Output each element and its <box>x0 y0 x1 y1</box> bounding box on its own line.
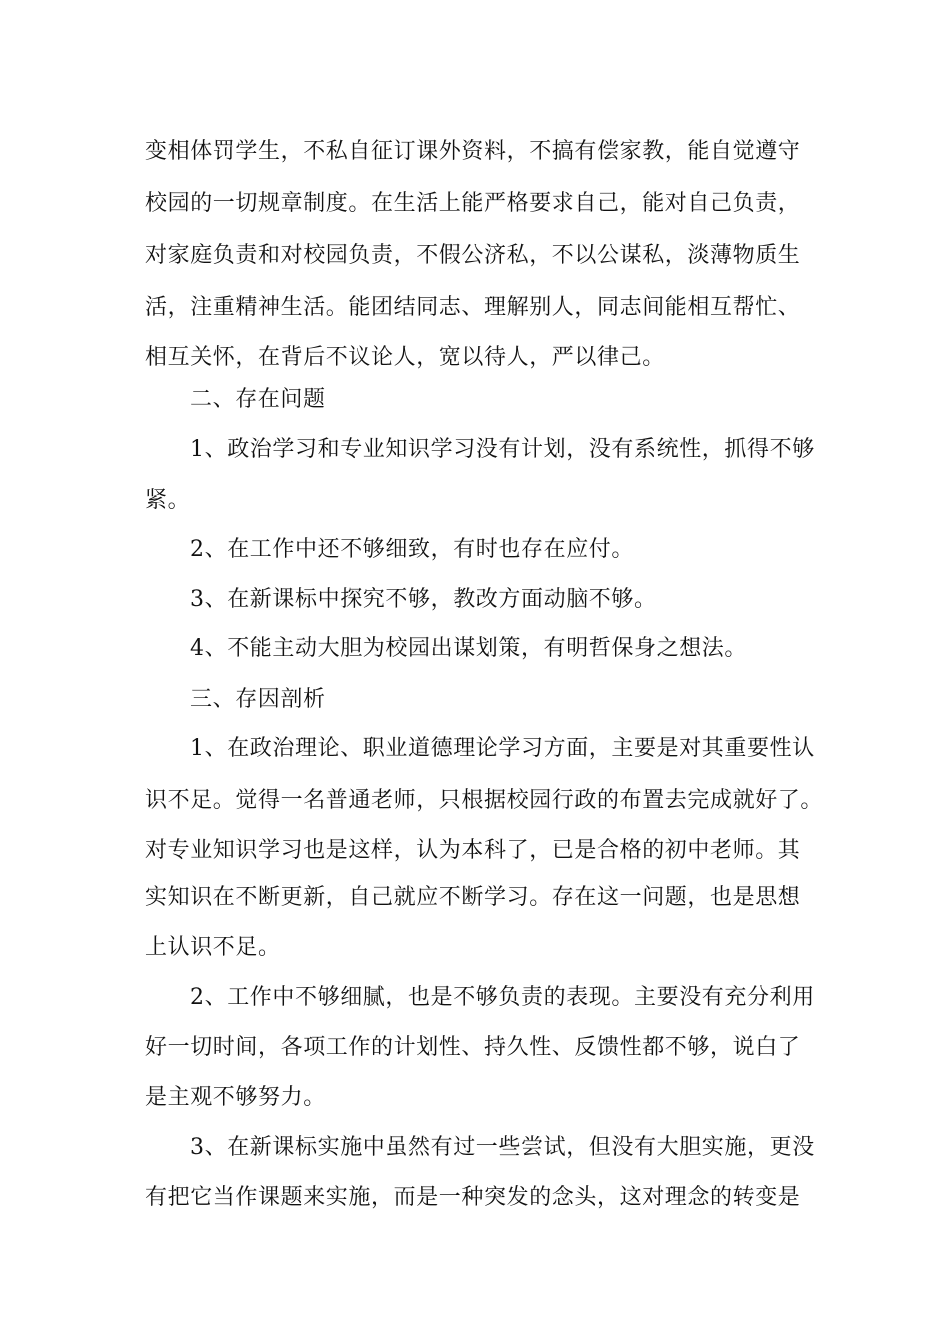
text-line: 紧。 <box>145 488 191 513</box>
section-heading: 三、存因剖析 <box>190 687 326 712</box>
text-line: 是主观不够努力。 <box>145 1085 326 1110</box>
text-line: 对专业知识学习也是这样，认为本科了，已是合格的初中老师。其 <box>145 838 801 863</box>
text-line: 活，注重精神生活。能团结同志、理解别人，同志间能相互帮忙、 <box>145 295 801 320</box>
list-item: 3、在新课标实施中虽然有过一些尝试，但没有大胆实施，更没 <box>190 1135 815 1160</box>
text-line: 变相体罚学生，不私自征订课外资料，不搞有偿家教，能自觉遵守 <box>145 139 801 164</box>
text-line: 上认识不足。 <box>145 935 281 960</box>
section-heading: 二、存在问题 <box>190 387 326 412</box>
text-line: 实知识在不断更新，自己就应不断学习。存在这一问题，也是思想 <box>145 885 801 910</box>
text-line: 好一切时间，各项工作的计划性、持久性、反馈性都不够，说白了 <box>145 1035 801 1060</box>
text-line: 有把它当作课题来实施，而是一种突发的念头，这对理念的转变是 <box>145 1185 801 1210</box>
text-line: 校园的一切规章制度。在生活上能严格要求自己，能对自己负责， <box>145 191 801 216</box>
list-item: 4、不能主动大胆为校园出谋划策，有明哲保身之想法。 <box>190 636 747 661</box>
list-item: 3、在新课标中探究不够，教改方面动脑不够。 <box>190 587 657 612</box>
text-line: 相互关怀，在背后不议论人，宽以待人，严以律己。 <box>145 345 665 370</box>
list-item: 2、工作中不够细腻，也是不够负责的表现。主要没有充分利用 <box>190 985 815 1010</box>
list-item: 1、政治学习和专业知识学习没有计划，没有系统性，抓得不够 <box>190 437 815 462</box>
text-line: 对家庭负责和对校园负责，不假公济私，不以公谋私，淡薄物质生 <box>145 243 801 268</box>
list-item: 1、在政治理论、职业道德理论学习方面，主要是对其重要性认 <box>190 736 815 761</box>
text-line: 识不足。觉得一名普通老师，只根据校园行政的布置去完成就好了。 <box>145 788 824 813</box>
list-item: 2、在工作中还不够细致，有时也存在应付。 <box>190 537 634 562</box>
